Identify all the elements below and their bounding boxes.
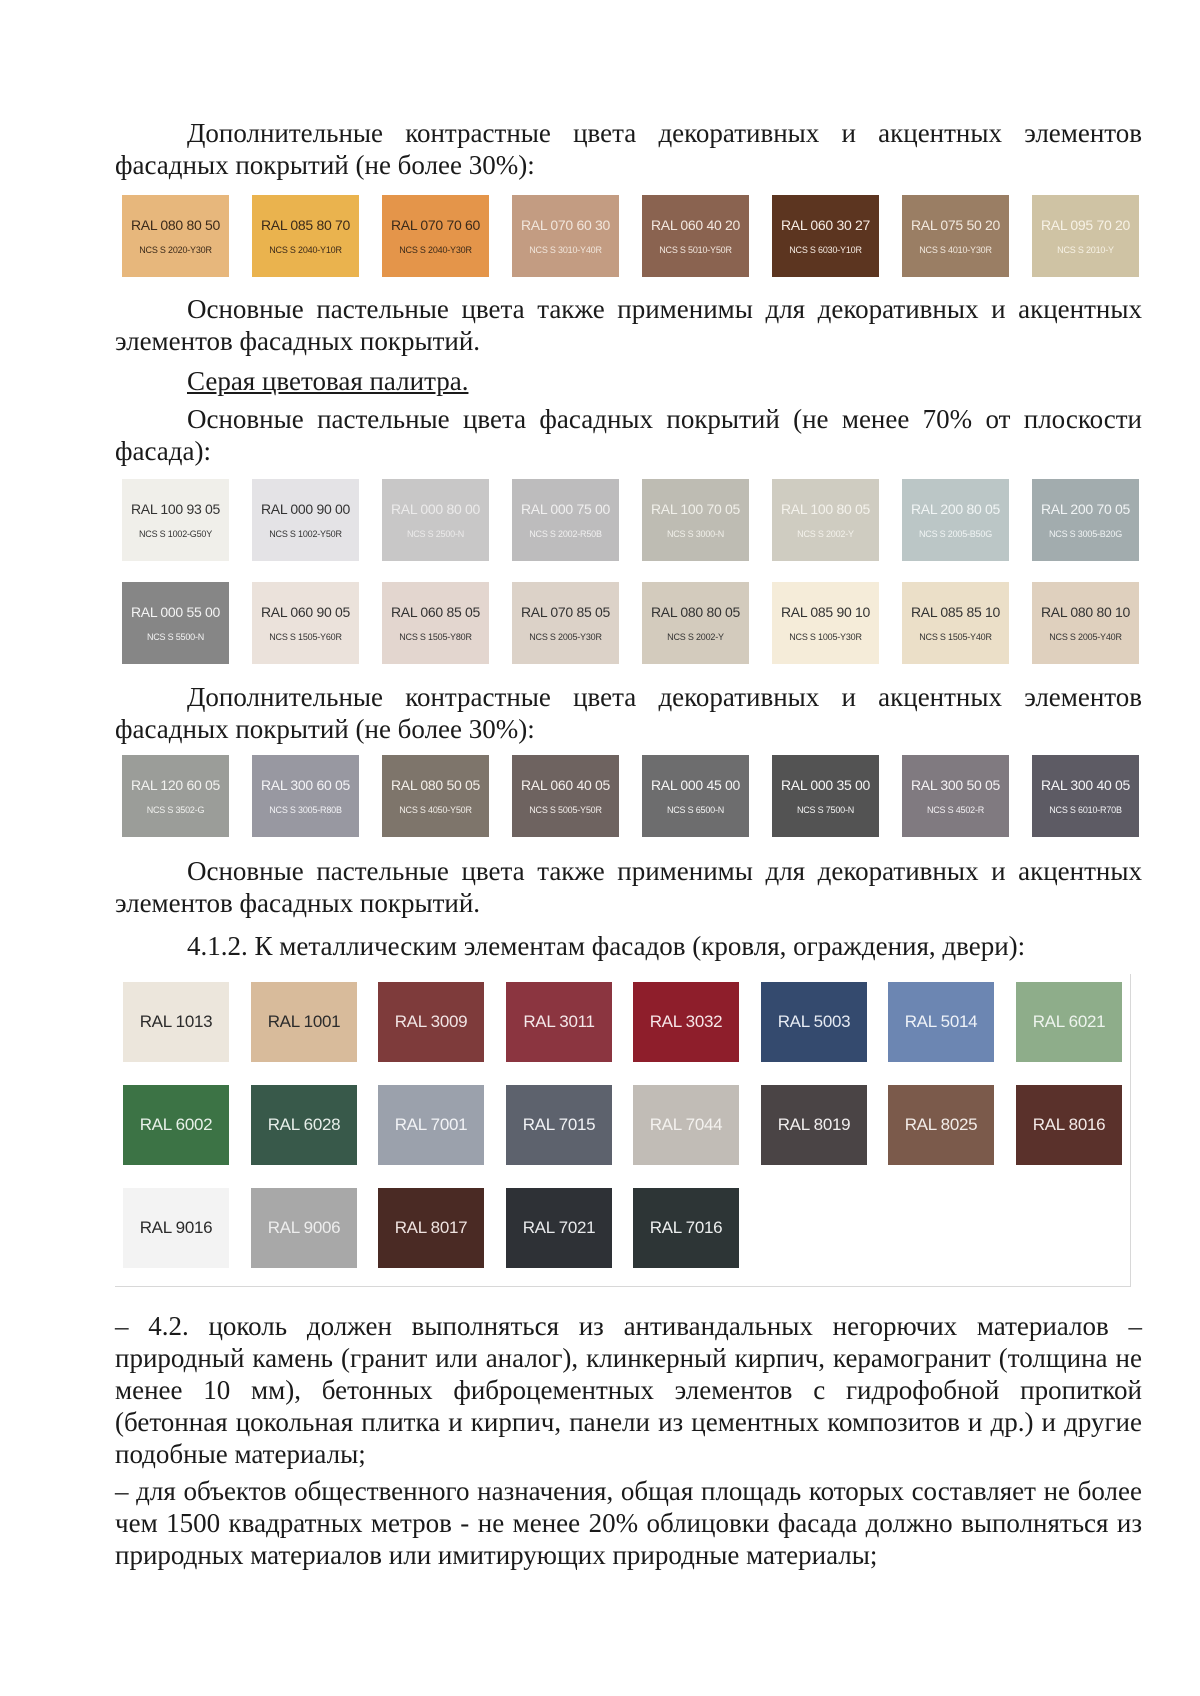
metal-color-swatch xyxy=(888,982,994,1062)
metal-color-swatch xyxy=(506,1188,612,1268)
swatch-ncs-code: NCS S 4050-Y50R xyxy=(399,805,472,815)
swatch-ncs-code: NCS S 5010-Y50R xyxy=(659,245,732,255)
metal-ral-code: RAL 3032 xyxy=(649,1012,723,1031)
metal-color-swatch xyxy=(251,1188,357,1268)
swatch-ncs-code: NCS S 2002-Y xyxy=(667,632,724,642)
paragraph-grey-base-intro: Основные пастельные цвета фасадных покрытий (не менее 70% от плоскости фасада): xyxy=(115,404,1142,466)
metal-ral-code: RAL 8025 xyxy=(904,1115,978,1134)
swatch-ral-code: RAL 075 50 20 xyxy=(911,217,1000,233)
metal-ral-code: RAL 7015 xyxy=(522,1115,596,1134)
color-swatch xyxy=(512,195,619,277)
metal-color-swatch xyxy=(506,1085,612,1165)
section-4-1-2-heading: 4.1.2. К металлическим элементам фасадов (кровля, ограждения, двери): xyxy=(187,931,1026,961)
color-swatch xyxy=(772,479,879,561)
metal-color-swatch xyxy=(633,1188,739,1268)
metal-color-swatch xyxy=(251,982,357,1062)
swatch-ncs-code: NCS S 7500-N xyxy=(796,805,855,815)
swatch-ral-code: RAL 100 80 05 xyxy=(781,501,870,517)
swatch-ral-code: RAL 100 93 05 xyxy=(131,501,220,517)
swatch-ncs-code: NCS S 1505-Y80R xyxy=(399,632,472,642)
metal-ral-code: RAL 9006 xyxy=(267,1218,341,1237)
swatch-ral-code: RAL 100 70 05 xyxy=(651,501,740,517)
swatch-ral-code: RAL 300 40 05 xyxy=(1041,777,1130,793)
swatch-ncs-code: NCS S 1002-G50Y xyxy=(138,529,213,539)
swatch-ral-code: RAL 080 80 05 xyxy=(651,604,740,620)
swatch-ral-code: RAL 060 90 05 xyxy=(261,604,350,620)
paragraph-warm-accent-intro: Дополнительные контрастные цвета декоративных и акцентных элементов фасадных покрытий (не более 30%): xyxy=(115,118,1142,180)
color-swatch xyxy=(122,195,229,277)
swatch-ncs-code: NCS S 2002-Y xyxy=(797,529,854,539)
color-swatch xyxy=(902,582,1009,664)
metal-ral-code: RAL 6002 xyxy=(139,1115,213,1134)
paragraph-pastel-applicable-1: Основные пастельные цвета также применимы для декоративных и акцентных элементов фасадных покрытий. xyxy=(115,294,1142,356)
metal-ral-code: RAL 3009 xyxy=(394,1012,468,1031)
swatch-ral-code: RAL 070 70 60 xyxy=(391,217,480,233)
color-swatch xyxy=(642,195,749,277)
swatch-ncs-code: NCS S 3005-B20G xyxy=(1048,529,1123,539)
metal-color-swatch xyxy=(378,982,484,1062)
color-swatch xyxy=(1032,195,1139,277)
metal-color-swatch xyxy=(633,1085,739,1165)
metal-ral-code: RAL 7021 xyxy=(522,1218,596,1237)
metal-ral-code: RAL 7044 xyxy=(649,1115,723,1134)
metal-color-swatch xyxy=(506,982,612,1062)
metal-ral-code: RAL 7016 xyxy=(649,1218,723,1237)
metal-ral-code: RAL 1001 xyxy=(267,1012,341,1031)
swatch-ral-code: RAL 085 85 10 xyxy=(911,604,1000,620)
swatch-ral-code: RAL 060 40 20 xyxy=(651,217,740,233)
color-swatch xyxy=(252,479,359,561)
swatch-ral-code: RAL 300 50 05 xyxy=(911,777,1000,793)
metal-ral-code: RAL 1013 xyxy=(139,1012,213,1031)
swatch-ral-code: RAL 000 45 00 xyxy=(651,777,740,793)
color-swatch xyxy=(772,582,879,664)
swatch-ncs-code: NCS S 5005-Y50R xyxy=(529,805,602,815)
swatch-ral-code: RAL 070 60 30 xyxy=(521,217,610,233)
metal-color-swatch xyxy=(1016,1085,1122,1165)
swatch-ral-code: RAL 200 80 05 xyxy=(911,501,1000,517)
color-swatch xyxy=(902,479,1009,561)
swatch-ral-code: RAL 070 85 05 xyxy=(521,604,610,620)
metal-color-swatch xyxy=(123,1085,229,1165)
swatch-ncs-code: NCS S 2040-Y10R xyxy=(269,245,342,255)
color-swatch xyxy=(512,479,619,561)
swatch-ral-code: RAL 080 80 10 xyxy=(1041,604,1130,620)
metal-ral-code: RAL 8019 xyxy=(777,1115,851,1134)
swatch-ncs-code: NCS S 2020-Y30R xyxy=(139,245,212,255)
color-swatch xyxy=(642,755,749,837)
color-swatch xyxy=(382,195,489,277)
color-swatch xyxy=(382,479,489,561)
swatch-ncs-code: NCS S 1505-Y40R xyxy=(919,632,992,642)
swatch-ral-code: RAL 300 60 05 xyxy=(261,777,350,793)
color-swatch xyxy=(902,755,1009,837)
swatch-ral-code: RAL 085 90 10 xyxy=(781,604,870,620)
color-swatch xyxy=(512,582,619,664)
paragraph-public-buildings: – для объектов общественного назначения, общая площадь которых составляет не более чем 1500 квадратных метров - не менее 20% облицовки фасада должно выполняться из природных материалов или имитирующих природные материалы; xyxy=(115,1476,1142,1570)
paragraph-grey-accent-intro: Дополнительные контрастные цвета декоративных и акцентных элементов фасадных покрытий (не более 30%): xyxy=(115,682,1142,744)
color-swatch xyxy=(122,582,229,664)
swatch-ncs-code: NCS S 5500-N xyxy=(146,632,205,642)
swatch-ncs-code: NCS S 3010-Y40R xyxy=(529,245,602,255)
color-swatch xyxy=(252,582,359,664)
metal-color-swatch xyxy=(1016,982,1122,1062)
metal-color-swatch xyxy=(633,982,739,1062)
metal-ral-code: RAL 9016 xyxy=(139,1218,213,1237)
swatch-ral-code: RAL 000 75 00 xyxy=(521,501,610,517)
swatch-ral-code: RAL 200 70 05 xyxy=(1041,501,1130,517)
swatch-ncs-code: NCS S 2005-B50G xyxy=(918,529,993,539)
swatch-ncs-code: NCS S 6030-Y10R xyxy=(789,245,862,255)
color-swatch xyxy=(252,195,359,277)
metal-color-swatch xyxy=(378,1085,484,1165)
swatch-ncs-code: NCS S 6010-R70B xyxy=(1049,805,1122,815)
metal-color-swatch xyxy=(123,982,229,1062)
color-swatch xyxy=(772,755,879,837)
metal-color-swatch xyxy=(761,1085,867,1165)
swatch-ncs-code: NCS S 2005-Y30R xyxy=(529,632,602,642)
swatch-ral-code: RAL 000 90 00 xyxy=(261,501,350,517)
swatch-ncs-code: NCS S 2500-N xyxy=(406,529,465,539)
metal-color-swatch xyxy=(378,1188,484,1268)
swatch-ral-code: RAL 060 85 05 xyxy=(391,604,480,620)
color-swatch xyxy=(902,195,1009,277)
metal-ral-code: RAL 6021 xyxy=(1032,1012,1106,1031)
color-swatch xyxy=(1032,479,1139,561)
metal-color-swatch xyxy=(888,1085,994,1165)
swatch-ral-code: RAL 080 80 50 xyxy=(131,217,220,233)
color-swatch xyxy=(772,195,879,277)
color-swatch xyxy=(1032,582,1139,664)
swatch-ncs-code: NCS S 2002-R50B xyxy=(529,529,602,539)
swatch-ral-code: RAL 000 80 00 xyxy=(391,501,480,517)
metal-ral-code: RAL 3011 xyxy=(523,1012,595,1031)
metal-ral-code: RAL 7001 xyxy=(394,1115,468,1134)
swatch-ncs-code: NCS S 2010-Y xyxy=(1057,245,1114,255)
swatch-ral-code: RAL 000 35 00 xyxy=(781,777,870,793)
swatch-ncs-code: NCS S 6500-N xyxy=(666,805,725,815)
swatch-ncs-code: NCS S 1505-Y60R xyxy=(269,632,342,642)
metal-ral-code: RAL 8016 xyxy=(1032,1115,1106,1134)
color-swatch xyxy=(382,582,489,664)
swatch-ral-code: RAL 085 80 70 xyxy=(261,217,350,233)
metal-ral-code: RAL 8017 xyxy=(394,1218,468,1237)
swatch-ncs-code: NCS S 2040-Y30R xyxy=(399,245,472,255)
swatch-ral-code: RAL 120 60 05 xyxy=(131,777,220,793)
swatch-ral-code: RAL 095 70 20 xyxy=(1041,217,1130,233)
metal-ral-code: RAL 6028 xyxy=(267,1115,341,1134)
metal-ral-code: RAL 5014 xyxy=(904,1012,978,1031)
color-swatch xyxy=(122,479,229,561)
swatch-ncs-code: NCS S 3005-R80B xyxy=(269,805,342,815)
paragraph-pastel-applicable-2: Основные пастельные цвета также применимы для декоративных и акцентных элементов фасадных покрытий. xyxy=(115,856,1142,918)
color-swatch xyxy=(1032,755,1139,837)
swatch-ncs-code: NCS S 1005-Y30R xyxy=(789,632,862,642)
metal-ral-code: RAL 5003 xyxy=(777,1012,851,1031)
swatch-ncs-code: NCS S 2005-Y40R xyxy=(1049,632,1122,642)
swatch-ncs-code: NCS S 1002-Y50R xyxy=(269,529,342,539)
color-swatch xyxy=(642,582,749,664)
swatch-ncs-code: NCS S 4010-Y30R xyxy=(919,245,992,255)
swatch-ral-code: RAL 000 55 00 xyxy=(131,604,220,620)
swatch-ral-code: RAL 060 30 27 xyxy=(781,217,870,233)
paragraph-4-2-plinth: – 4.2. цоколь должен выполняться из антивандальных негорючих материалов – природный камень (гранит или аналог), клинкерный кирпич, керамогранит (толщина не менее 10 мм), бетонных фиброцементных элементов с гидрофобной пропиткой (бетонная цокольная плитка и кирпич, панели из цементных композитов и др.) и другие подобные материалы; xyxy=(115,1311,1142,1469)
metal-color-swatch xyxy=(251,1085,357,1165)
color-swatch xyxy=(252,755,359,837)
color-swatch xyxy=(642,479,749,561)
swatch-ncs-code: NCS S 3000-N xyxy=(666,529,725,539)
swatch-ral-code: RAL 080 50 05 xyxy=(391,777,480,793)
swatch-ncs-code: NCS S 4502-R xyxy=(926,805,985,815)
metal-color-swatch xyxy=(761,982,867,1062)
color-swatch xyxy=(122,755,229,837)
color-swatch xyxy=(512,755,619,837)
swatch-ncs-code: NCS S 3502-G xyxy=(146,805,205,815)
metal-color-swatch xyxy=(123,1188,229,1268)
color-swatch xyxy=(382,755,489,837)
heading-grey-palette: Серая цветовая палитра. xyxy=(187,366,469,396)
swatch-ral-code: RAL 060 40 05 xyxy=(521,777,610,793)
